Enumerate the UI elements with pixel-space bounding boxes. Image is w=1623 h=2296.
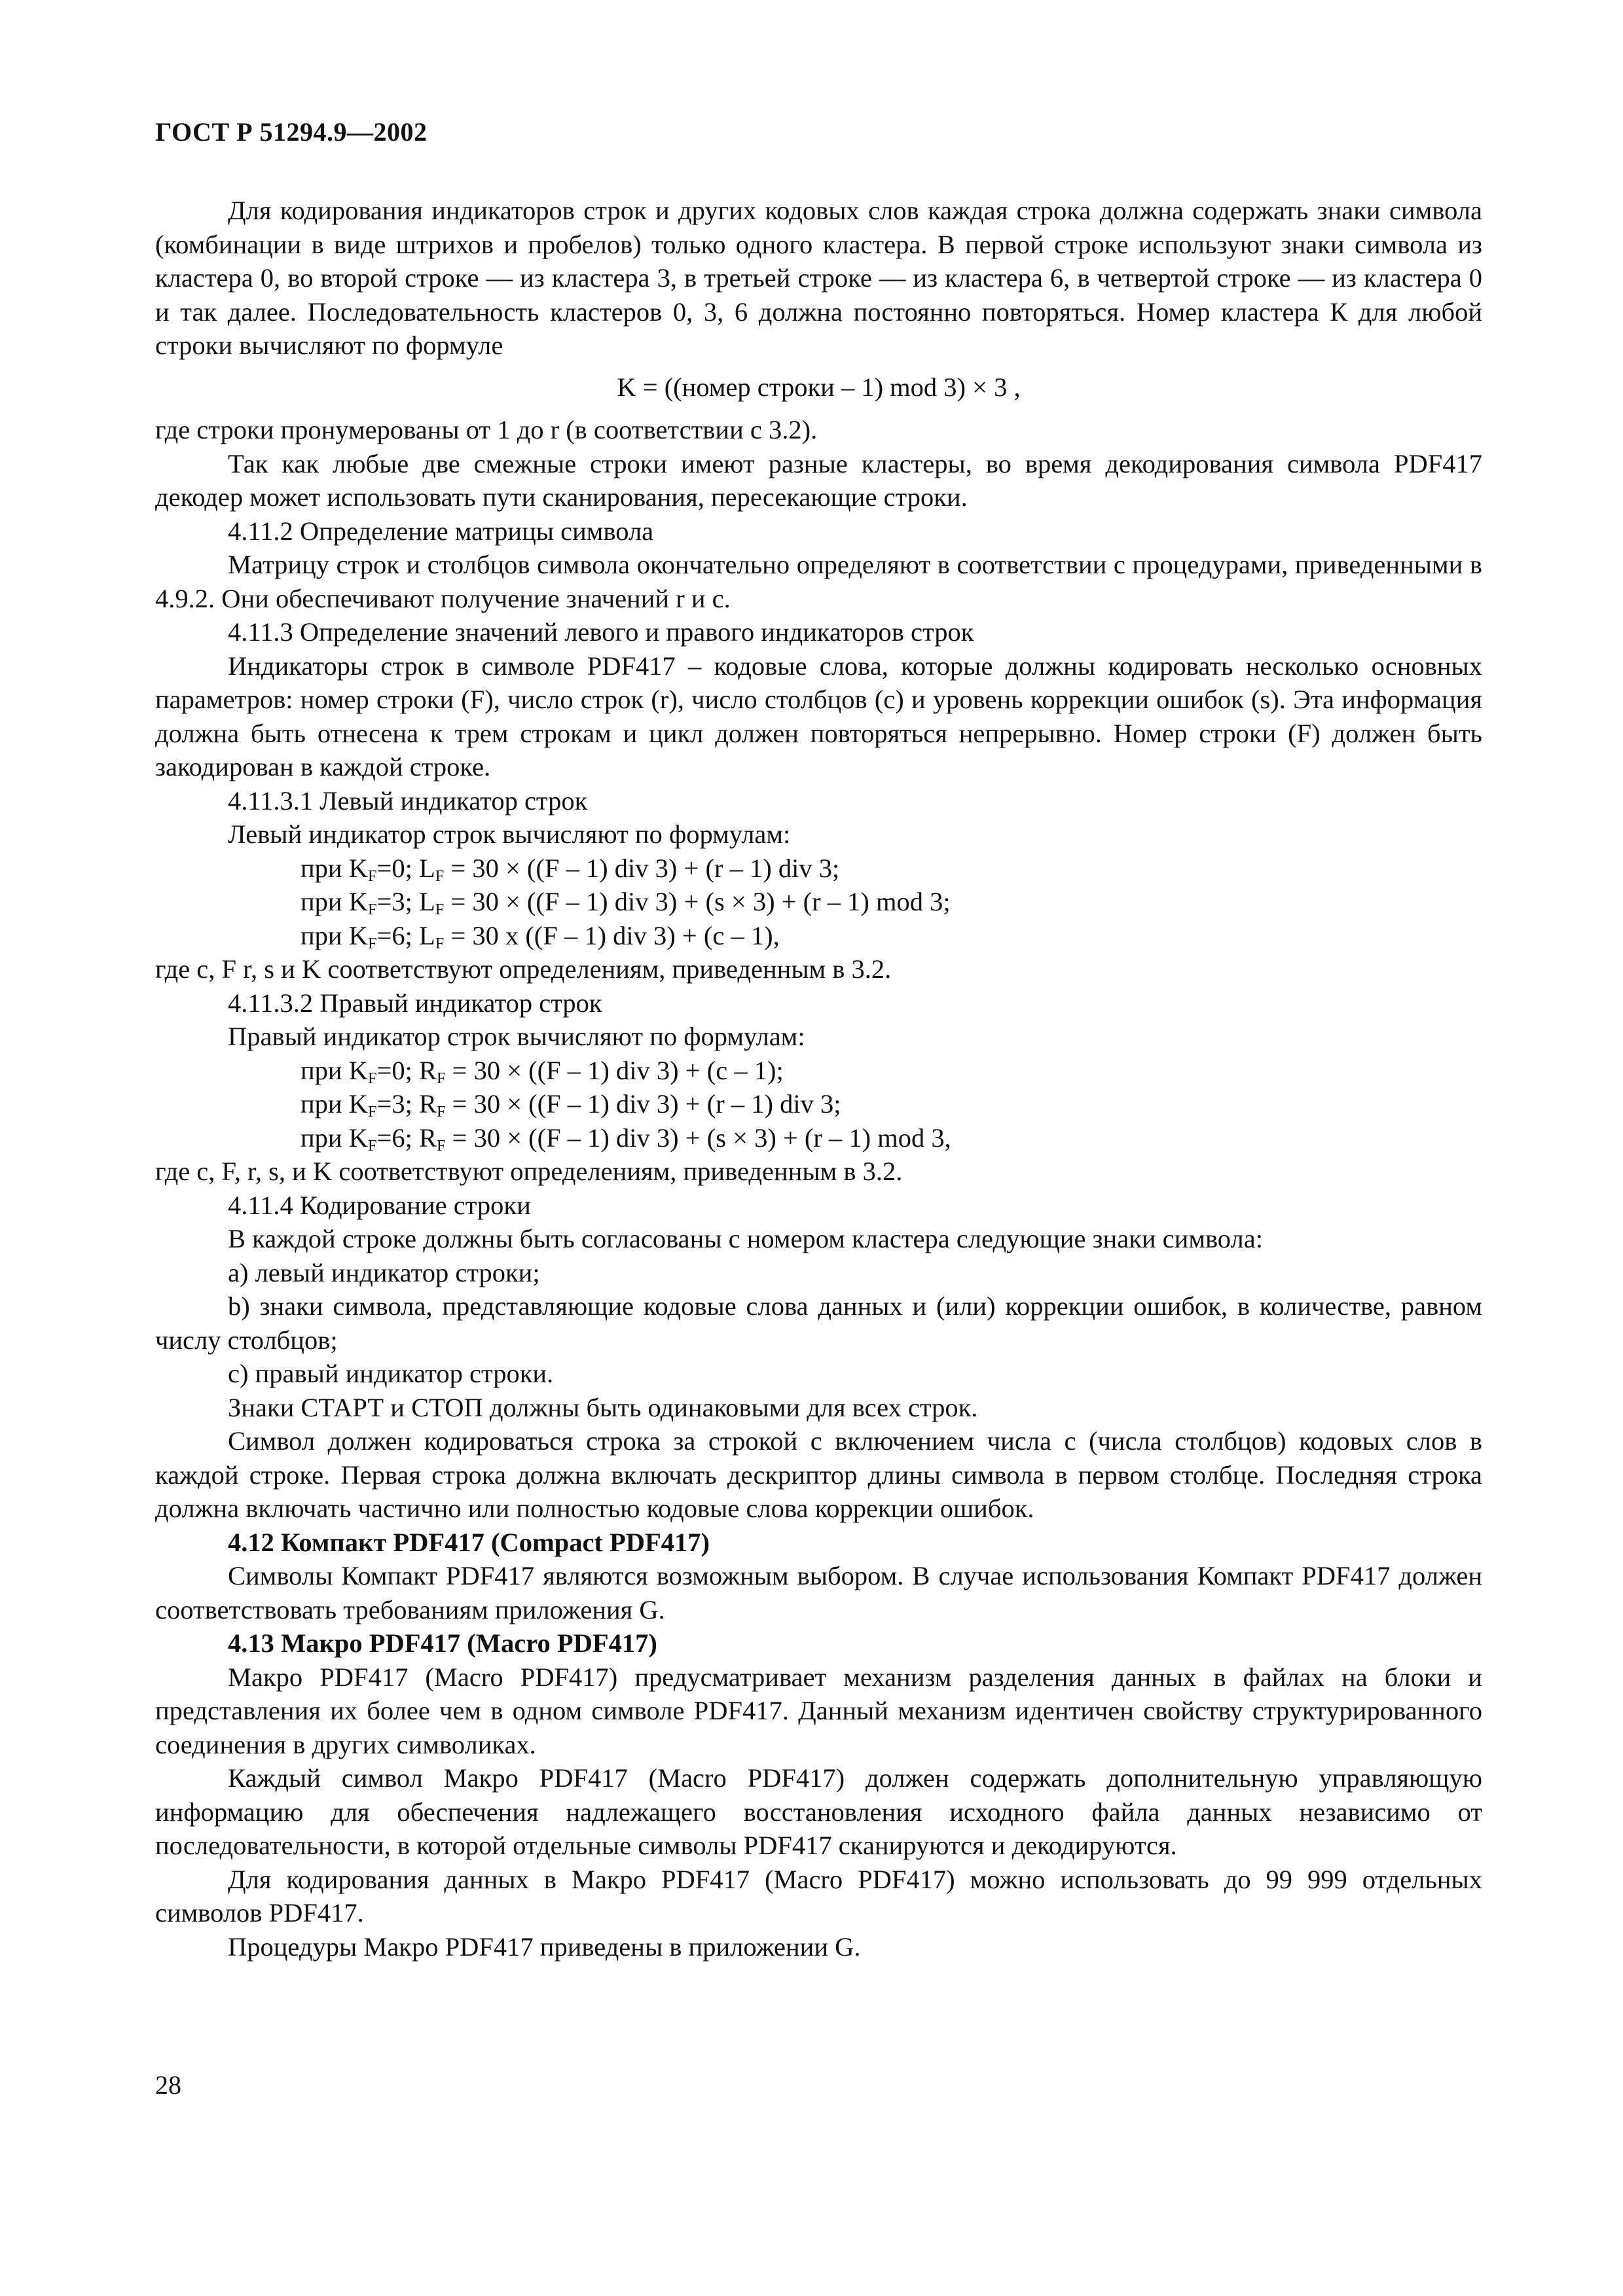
paragraph: Процедуры Макро PDF417 приведены в приложении G.: [228, 1931, 861, 1962]
paragraph: Знаки СТАРТ и СТОП должны быть одинаковыми для всех строк.: [228, 1392, 978, 1422]
paragraph: Правый индикатор строк вычисляют по формулам:: [228, 1022, 805, 1051]
paragraph: где c, F r, s и K соответствуют определениям, приведенным в 3.2.: [155, 954, 892, 984]
section-heading-4-11-3-1: 4.11.3.1 Левый индикатор строк: [228, 785, 588, 816]
right-indicator-formula: при $K_F=6$; $R_F = 30 \times ((F - 1)$ div 3) + (s × 3) + (r – 1) mod 3,: [301, 1122, 951, 1155]
list-item: b) знаки символа, представляющие кодовые слова данных и (или) коррекции ошибок, в количестве, равном числу столбцов;: [155, 1291, 1482, 1355]
paragraph: Так как любые две смежные строки имеют разные кластеры, во время декодирования символа PDF417 декодер может использовать пути сканирования, пересекающие строки.: [155, 448, 1482, 512]
paragraph: Макро PDF417 (Macro PDF417) предусматривает механизм разделения данных в файлах на блоки и представления их более чем в одном символе PDF417. Данный механизм идентичен свойству структурированного соединения в других символиках.: [155, 1662, 1482, 1759]
paragraph: Каждый символ Макро PDF417 (Macro PDF417) должен содержать дополнительную управляющую информацию для обеспечения надлежащего восстановления исходного файла данных независимо от последовательности, в которой отдельные символы PDF417 сканируются и декодируются.: [155, 1763, 1482, 1860]
paragraph: Символ должен кодироваться строка за строкой с включением числа с (числа столбцов) кодовых слов в каждой строке. Первая строка должна включать дескриптор длины символа в первом столбце. Последняя строка должна включать частично или полностью кодовые слова коррекции ошибок.: [155, 1426, 1482, 1523]
page-number: 28: [155, 2070, 181, 2100]
paragraph: Для кодирования индикаторов строк и других кодовых слов каждая строка должна содержать знаки символа (комбинации в виде штрихов и пробелов) только одного кластера. В первой строке используют знаки символа из кластера 0, во второй строке — из кластера 3, в третьей строке — из кластера 6, в четвертой строке — из кластера 0 и так далее. Последовательность кластеров 0, 3, 6 должна постоянно повторяться. Номер кластера К для любой строки вычисляют по формуле: [155, 196, 1482, 360]
paragraph: Для кодирования данных в Макро PDF417 (Macro PDF417) можно использовать до 99 999 отдельных символов PDF417.: [155, 1864, 1482, 1928]
section-heading-4-12: 4.12 Компакт PDF417 (Compact PDF417): [228, 1527, 710, 1557]
section-heading-4-11-3: 4.11.3 Определение значений левого и правого индикаторов строк: [228, 617, 974, 647]
right-indicator-formula: при $K_F=3$; $R_F = 30 \times ((F - 1)$ div 3) + (r – 1) div 3;: [301, 1089, 841, 1121]
section-heading-4-11-2: 4.11.2 Определение матрицы символа: [228, 516, 654, 546]
paragraph: Индикаторы строк в символе PDF417 – кодовые слова, которые должны кодировать несколько основных параметров: номер строки (F), число строк (r), число столбцов (c) и уровень коррекции ошибок (s). Эта информация должна быть отнесена к трем строкам и цикл должен повторяться непрерывно. Номер строки (F) должен быть закодирован в каждой строке.: [155, 651, 1482, 781]
paragraph: Символы Компакт PDF417 являются возможным выбором. В случае использования Компакт PDF417 должен соответствовать требованиям приложения G.: [155, 1561, 1482, 1624]
paragraph: В каждой строке должны быть согласованы с номером кластера следующие знаки символа:: [228, 1224, 1263, 1253]
left-indicator-formula: при $K_F=0$; $L_F = 30 \times ((F - 1)$ div 3) + (r – 1) div 3;: [301, 853, 840, 885]
section-heading-4-11-3-2: 4.11.3.2 Правый индикатор строк: [228, 988, 602, 1018]
right-indicator-formula: при $K_F=0$; $R_F = 30 \times ((F - 1)$ div 3) + (c – 1);: [301, 1055, 784, 1087]
document-body: [155, 194, 1482, 1964]
left-indicator-formula: при $K_F=3$; $L_F = 30 \times ((F - 1)$ div 3) + (s × 3) + (r – 1) mod 3;: [301, 887, 951, 919]
document-header: ГОСТ Р 51294.9—2002: [155, 117, 428, 147]
cluster-formula: K = ((номер строки – 1) mod 3) × 3 ,: [617, 372, 1021, 402]
paragraph: Левый индикатор строк вычисляют по формулам:: [228, 819, 791, 849]
section-heading-4-11-4: 4.11.4 Кодирование строки: [228, 1190, 531, 1220]
paragraph: где c, F, r, s, и K соответствуют определениям, приведенным в 3.2.: [155, 1157, 903, 1186]
paragraph: Матрицу строк и столбцов символа окончательно определяют в соответствии с процедурами, приведенными в 4.9.2. Они обеспечивают получение значений r и c.: [155, 550, 1482, 613]
list-item: c) правый индикатор строки.: [228, 1359, 554, 1388]
section-heading-4-13: 4.13 Макро PDF417 (Macro PDF417): [228, 1628, 657, 1658]
paragraph: где строки пронумерованы от 1 до r (в соответствии с 3.2).: [155, 415, 818, 444]
left-indicator-formula: при $K_F=6$; $L_F = 30$ x ((F – 1) div 3) + (c – 1),: [301, 920, 780, 952]
list-item: a) левый индикатор строки;: [228, 1257, 540, 1287]
